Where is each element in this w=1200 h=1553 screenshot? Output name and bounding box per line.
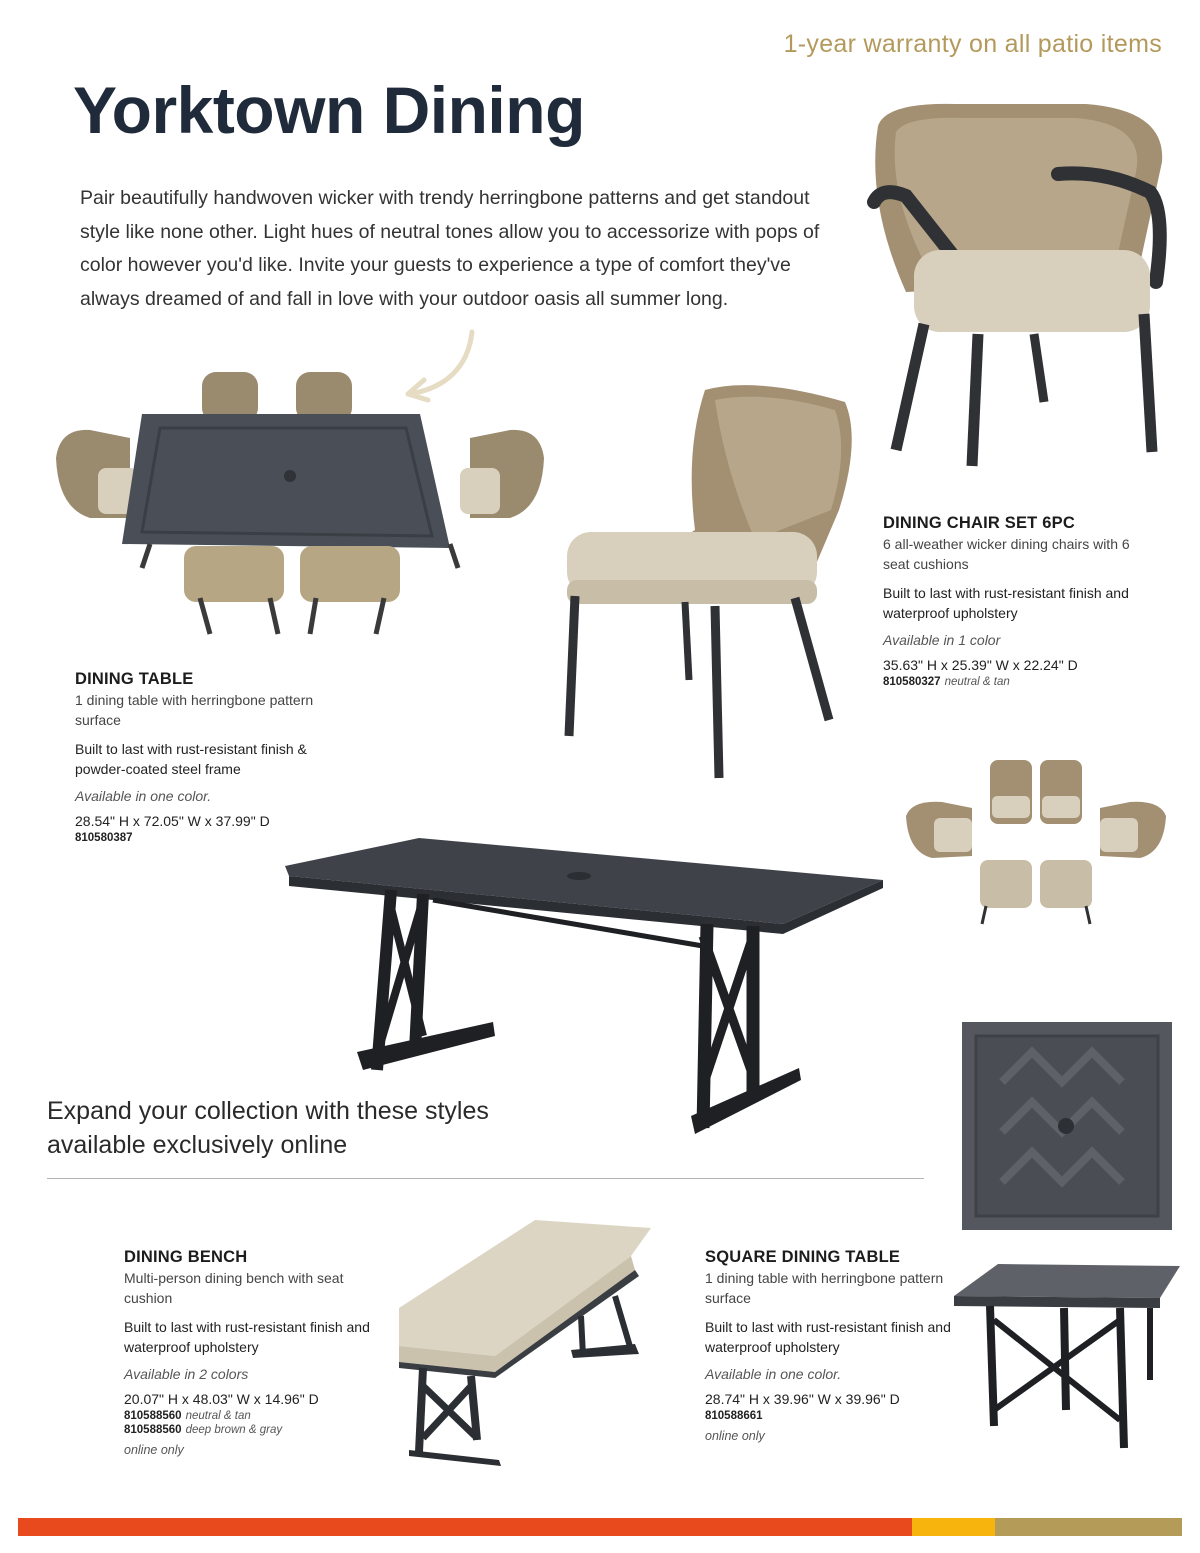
product-build: Built to last with rust-resistant finish and waterproof upholstery [705,1319,951,1355]
product-description: 6 all-weather wicker dining chairs with 6 seat cushions [883,536,1130,572]
warranty-banner: 1-year warranty on all patio items [783,30,1162,58]
footer-bar-gold [995,1518,1182,1536]
product-dimensions: 35.63" H x 25.39" W x 22.24" D [883,657,1078,673]
product-availability: Available in one color. [705,1366,842,1382]
product-description: 1 dining table with herringbone pattern surface [75,692,314,728]
expand-collection-heading [47,1094,607,1162]
expand-line-1: Expand your collection with these styles [47,1097,489,1125]
product-dimensions: 20.07" H x 48.03" W x 14.96" D [124,1391,319,1407]
dining-table-spec [75,670,345,845]
intro-paragraph: Pair beautifully handwoven wicker with trendy herringbone patterns and get standout style like none other. Light hues of neutral tones allow you to accessorize with pops of color however you'd like. Invite your guests to experience a type of comfort they've always dreamed of and fall in love with your outdoor oasis all summer long. [80,187,820,310]
product-name: SQUARE DINING TABLE [705,1248,901,1266]
page-title: Yorktown Dining [73,73,585,147]
product-variant: deep brown & gray [185,1424,283,1436]
product-description: 1 dining table with herringbone pattern surface [705,1270,944,1306]
product-build: Built to last with rust-resistant finish and waterproof upholstery [883,585,1129,621]
dining-table-image [283,836,887,1138]
product-sku: 810580327 [883,676,941,688]
side-chair-image [555,380,860,780]
tabletop-closeup-image [962,1022,1172,1230]
footer-color-bar [18,1518,1182,1536]
product-dimensions: 28.54" H x 72.05" W x 37.99" D [75,813,270,829]
footer-bar-yellow [912,1518,995,1536]
chair-set-image [902,756,1170,926]
product-availability: Available in 1 color [883,632,1001,648]
product-description: Multi-person dining bench with seat cushion [124,1270,344,1306]
chair-set-spec [883,514,1153,689]
online-only-note: online only [124,1443,184,1457]
product-variant: neutral & tan [944,676,1010,688]
dining-set-image [50,368,550,638]
product-sku: 810588560 [124,1424,182,1436]
bench-spec [124,1248,384,1457]
expand-line-2: available exclusively online [47,1131,348,1159]
product-availability: Available in one color. [75,788,212,804]
product-sku: 810580387 [75,832,133,844]
footer-bar-orange [18,1518,912,1536]
product-sku: 810588560 [124,1410,182,1422]
product-build: Built to last with rust-resistant finish and waterproof upholstery [124,1319,370,1355]
section-divider [47,1178,924,1179]
product-dimensions: 28.74" H x 39.96" W x 39.96" D [705,1391,900,1407]
product-name: DINING CHAIR SET 6PC [883,514,1075,532]
square-table-image [950,1260,1182,1452]
product-availability: Available in 2 colors [124,1366,249,1382]
product-variant: neutral & tan [185,1410,251,1422]
square-table-spec [705,1248,955,1443]
product-name: DINING TABLE [75,670,194,688]
product-sku: 810588661 [705,1410,763,1422]
product-build: Built to last with rust-resistant finish & powder-coated steel frame [75,741,307,777]
online-only-note: online only [705,1429,765,1443]
arm-chair-image [866,102,1171,468]
bench-image [395,1216,653,1468]
product-name: DINING BENCH [124,1248,248,1266]
